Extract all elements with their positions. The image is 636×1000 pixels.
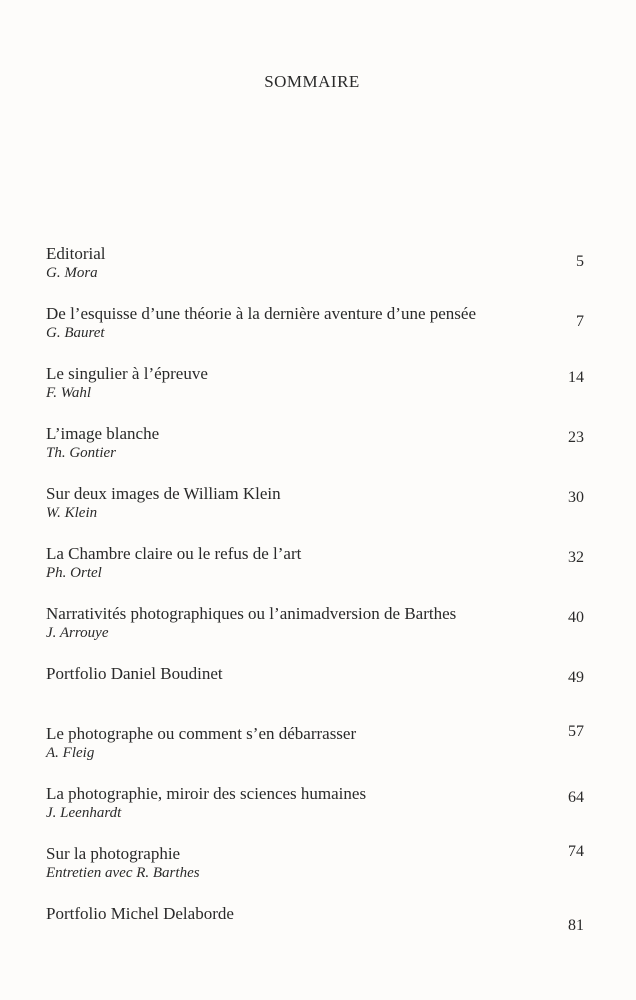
entry-title: L’image blanche bbox=[46, 424, 160, 443]
toc-entry bbox=[46, 723, 586, 783]
toc-entry bbox=[46, 783, 586, 843]
entry-page-number: 14 bbox=[568, 369, 584, 386]
entry-page-number: 74 bbox=[568, 843, 584, 860]
entry-author: A. Fleig bbox=[46, 745, 95, 761]
entry-title: Narrativités photographiques ou l’animadversion de Barthes bbox=[46, 604, 457, 623]
entry-author: Entretien avec R. Barthes bbox=[46, 865, 200, 881]
entry-title: De l’esquisse d’une théorie à la dernière aventure d’une pensée bbox=[46, 304, 476, 323]
toc-entry bbox=[46, 243, 586, 303]
entry-page-number: 40 bbox=[568, 609, 584, 626]
toc-entry bbox=[46, 543, 586, 603]
toc-entry bbox=[46, 903, 586, 963]
entry-author: F. Wahl bbox=[46, 385, 92, 401]
entry-page-number: 23 bbox=[568, 429, 584, 446]
entry-title: Editorial bbox=[46, 244, 106, 263]
entry-author: J. Leenhardt bbox=[46, 805, 122, 821]
entry-page-number: 64 bbox=[568, 789, 584, 806]
entry-title: Le singulier à l’épreuve bbox=[46, 364, 208, 383]
entry-title: Portfolio Michel Delaborde bbox=[46, 904, 234, 923]
toc-entry bbox=[46, 843, 586, 903]
toc-entry bbox=[46, 663, 586, 723]
entry-author: J. Arrouye bbox=[46, 625, 109, 641]
table-of-contents bbox=[46, 243, 586, 963]
entry-page-number: 32 bbox=[568, 549, 584, 566]
toc-entry bbox=[46, 483, 586, 543]
entry-author: Th. Gontier bbox=[46, 445, 117, 461]
toc-entry bbox=[46, 423, 586, 483]
entry-title: Sur la photographie bbox=[46, 844, 181, 863]
toc-entry bbox=[46, 603, 586, 663]
entry-author: G. Bauret bbox=[46, 325, 105, 341]
entry-title: La Chambre claire ou le refus de l’art bbox=[46, 544, 302, 563]
toc-entry bbox=[46, 363, 586, 423]
entry-page-number: 49 bbox=[568, 669, 584, 686]
entry-page-number: 5 bbox=[576, 253, 584, 270]
entry-page-number: 81 bbox=[568, 917, 584, 934]
toc-entry bbox=[46, 303, 586, 363]
entry-page-number: 7 bbox=[576, 313, 584, 330]
entry-title: La photographie, miroir des sciences humaines bbox=[46, 784, 367, 803]
entry-page-number: 57 bbox=[568, 723, 584, 740]
page-title: SOMMAIRE bbox=[264, 72, 360, 91]
entry-title: Portfolio Daniel Boudinet bbox=[46, 664, 223, 683]
entry-author: W. Klein bbox=[46, 505, 98, 521]
entry-title: Sur deux images de William Klein bbox=[46, 484, 281, 503]
entry-title: Le photographe ou comment s’en débarrasser bbox=[46, 724, 357, 743]
entry-author: G. Mora bbox=[46, 265, 98, 281]
entry-author: Ph. Ortel bbox=[46, 565, 102, 581]
entry-page-number: 30 bbox=[568, 489, 584, 506]
